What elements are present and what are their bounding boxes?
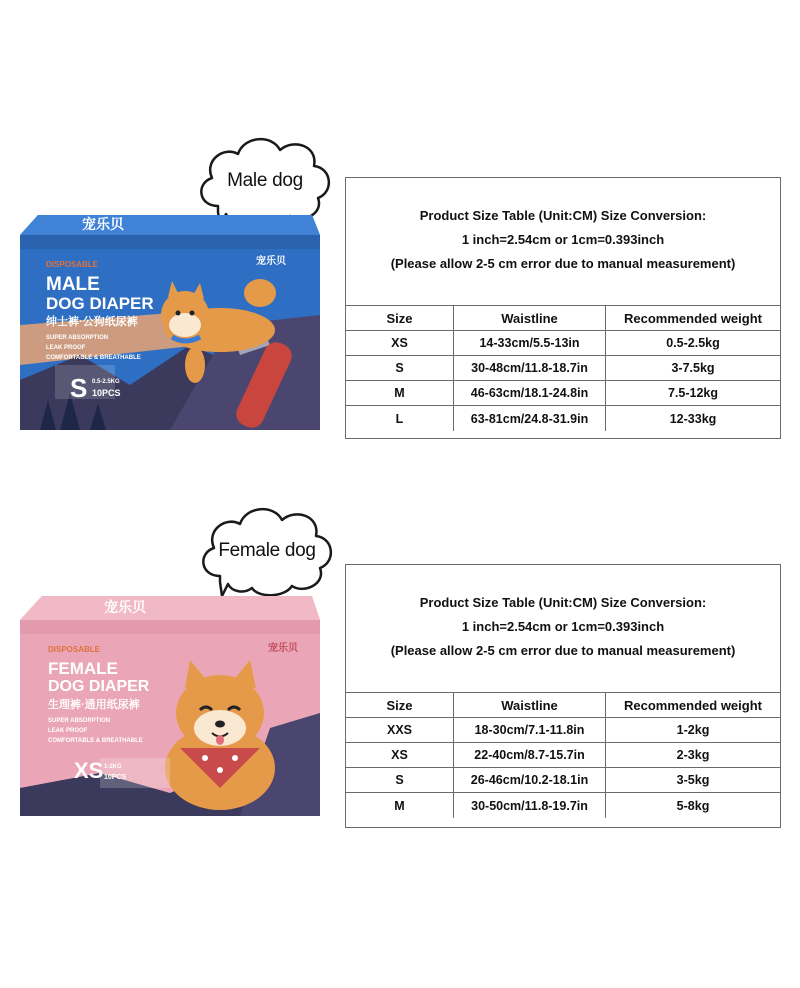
female-box-small-brand: 宠乐贝 <box>268 643 298 654</box>
male-box-title-2: DOG DIAPER <box>46 294 154 313</box>
waistline-cell: 30-50cm/11.8-19.7in <box>454 793 606 818</box>
female-box-top-label: DISPOSABLE <box>48 645 101 654</box>
table-row <box>346 793 780 818</box>
male-box-small-brand: 宠乐贝 <box>256 256 286 267</box>
size-cell: S <box>346 768 454 792</box>
female-col-size: Size <box>346 693 454 717</box>
male-col-size: Size <box>346 306 454 330</box>
male-box-size-weight: 0.5-2.5KG <box>92 379 120 385</box>
female-box-feature-3: COMFORTABLE & BREATHABLE <box>48 738 143 744</box>
weight-cell: 2-3kg <box>676 748 710 762</box>
male-box-brand: 宠乐贝 <box>82 216 124 232</box>
female-box-title-1: FEMALE <box>48 659 118 678</box>
male-table-title-line3: (Please allow 2-5 cm error due to manual measurement) <box>390 256 736 271</box>
female-box-feature-2: LEAK PROOF <box>48 728 88 734</box>
table-row <box>346 718 780 743</box>
female-box-feature-1: SUPER ABSORPTION <box>48 718 111 724</box>
waistline-cell: 26-46cm/10.2-18.1in <box>454 768 606 792</box>
waistline-cell: 63-81cm/24.8-31.9in <box>454 406 606 431</box>
weight-cell: 5-8kg <box>676 798 710 813</box>
weight-cell: 3-5kg <box>676 773 710 787</box>
female-box-brand: 宠乐贝 <box>104 599 146 615</box>
table-row <box>346 743 780 768</box>
size-cell: M <box>346 793 454 818</box>
male-col-weight: Recommended weight <box>624 310 762 326</box>
female-diaper-box <box>20 588 320 816</box>
female-size-table <box>345 564 781 828</box>
female-box-subtitle: 生理裤·通用纸尿裤 <box>48 699 140 711</box>
female-col-weight: Recommended weight <box>624 697 762 713</box>
waistline-cell: 18-30cm/7.1-11.8in <box>454 718 606 742</box>
table-row <box>346 768 780 793</box>
size-cell: S <box>346 356 454 380</box>
male-box-feature-3: COMFORTABLE & BREATHABLE <box>46 355 141 361</box>
weight-cell: 1-2kg <box>676 723 710 737</box>
table-row <box>346 381 780 406</box>
female-box-size-weight: 1-2KG <box>104 764 122 770</box>
male-diaper-box <box>20 205 320 430</box>
waistline-cell: 14-33cm/5.5-13in <box>454 331 606 355</box>
female-table-title <box>346 565 780 693</box>
male-table-header-row <box>346 306 780 331</box>
male-table-title-line1: Product Size Table (Unit:CM) Size Conversion: <box>419 208 707 223</box>
male-box-top-label: DISPOSABLE <box>46 260 99 269</box>
size-cell: L <box>346 406 454 431</box>
male-table-title <box>346 178 780 306</box>
female-table-title-line3: (Please allow 2-5 cm error due to manual measurement) <box>390 643 736 658</box>
female-col-waistline: Waistline <box>454 693 606 717</box>
male-box-feature-1: SUPER ABSORPTION <box>46 335 109 341</box>
female-box-title-2: DOG DIAPER <box>48 678 150 695</box>
size-cell: XXS <box>346 718 454 742</box>
size-cell: M <box>346 381 454 405</box>
size-cell: XS <box>346 743 454 767</box>
table-row <box>346 331 780 356</box>
weight-cell: 3-7.5kg <box>671 361 715 375</box>
female-dog-label: Female dog <box>218 540 316 561</box>
male-box-feature-2: LEAK PROOF <box>46 345 86 351</box>
male-box-subtitle: 绅士裤·公狗纸尿裤 <box>46 316 138 328</box>
size-cell: XS <box>346 331 454 355</box>
male-box-size-letter: S <box>70 373 88 403</box>
weight-cell: 0.5-2.5kg <box>666 336 720 350</box>
waistline-cell: 22-40cm/8.7-15.7in <box>454 743 606 767</box>
male-size-table <box>345 177 781 439</box>
male-box-size-pcs: 10PCS <box>92 388 121 398</box>
table-row <box>346 406 780 431</box>
female-box-size-letter: XS <box>74 758 104 783</box>
table-row <box>346 356 780 381</box>
weight-cell: 7.5-12kg <box>667 386 719 400</box>
male-table-title-line2: 1 inch=2.54cm or 1cm=0.393inch <box>461 232 665 247</box>
female-table-header-row <box>346 693 780 718</box>
waistline-cell: 30-48cm/11.8-18.7in <box>454 356 606 380</box>
female-box-size-pcs: 10PCS <box>104 774 127 781</box>
female-table-title-line1: Product Size Table (Unit:CM) Size Conversion: <box>419 595 707 610</box>
weight-cell: 12-33kg <box>669 411 717 426</box>
waistline-cell: 46-63cm/18.1-24.8in <box>454 381 606 405</box>
male-box-title-1: MALE <box>46 274 100 295</box>
male-dog-label: Male dog <box>227 170 303 191</box>
male-col-waistline: Waistline <box>454 306 606 330</box>
female-table-title-line2: 1 inch=2.54cm or 1cm=0.393inch <box>461 619 665 634</box>
